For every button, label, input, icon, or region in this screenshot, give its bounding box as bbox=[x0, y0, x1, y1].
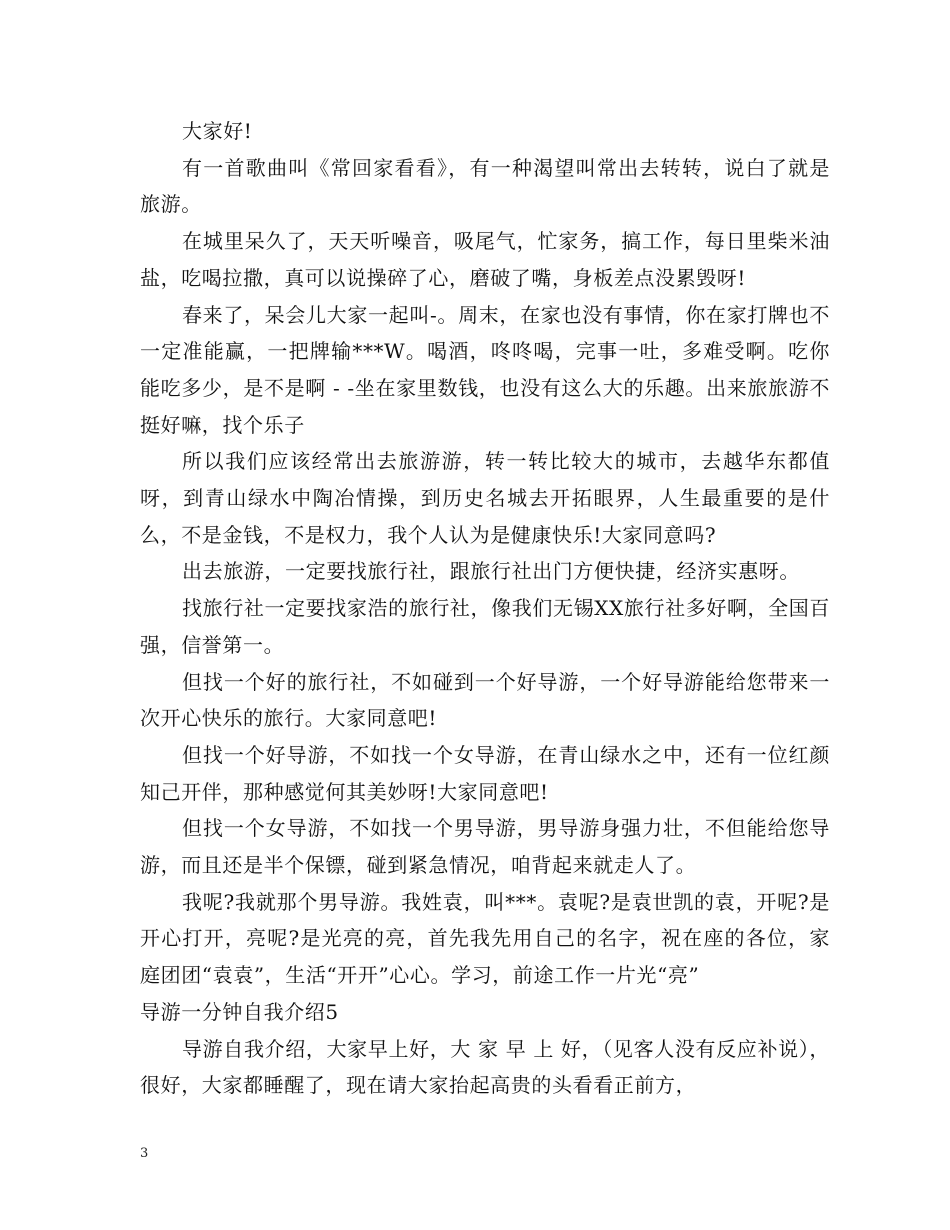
paragraph-song: 有一首歌曲叫《常回家看看》，有一种渴望叫常出去转转，说白了就是旅游。 bbox=[140, 155, 830, 217]
paragraph-travel-agency: 出去旅游，一定要找旅行社，跟旅行社出门方便快捷，经济实惠呀。 bbox=[182, 559, 800, 584]
paragraph-city-life: 在城里呆久了，天天听噪音，吸尾气，忙家务，搞工作，每日里柴米油盐，吃喝拉撒，真可以说操碎了心，磨破了嘴，身板差点没累毁呀! bbox=[140, 229, 830, 290]
paragraph-closing: 导游自我介绍，大家早上好，大 家 早 上 好，（见客人没有反应补说），很好，大家都睡醒了，现在请大家抬起高贵的头看看正前方， bbox=[140, 1036, 830, 1098]
paragraph-female-guide: 但找一个好导游，不如找一个女导游，在青山绿水之中，还有一位红颜知己开伴，那种感觉何其美妙呀!大家同意吧! bbox=[140, 742, 830, 804]
paragraph-spring: 春来了，呆会儿大家一起叫-。周末，在家也没有事情，你在家打牌也不一定准能赢，一把牌输***W。喝酒，咚咚喝，完事一吐，多难受啊。吃你能吃多少，是不是啊 - -坐在家里数钱，也没有这么大的乐趣。出来旅旅游不挺好嘛，找个乐子 bbox=[140, 302, 830, 437]
paragraph-find-agency: 找旅行社一定要找家浩的旅行社，像我们无锡XX旅行社多好啊，全国百强，信誉第一。 bbox=[140, 596, 830, 657]
document-body bbox=[140, 113, 830, 1104]
paragraph-male-guide: 但找一个女导游，不如找一个男导游，男导游身强力壮，不但能给您导游，而且还是半个保镖，碰到紧急情况，咱背起来就走人了。 bbox=[140, 816, 830, 878]
paragraph-travel-often: 所以我们应该经常出去旅游游，转一转比较大的城市，去越华东都值呀，到青山绿水中陶冶情操，到历史名城去开拓眼界，人生最重要的是什么，不是金钱，不是权力，我个人认为是健康快乐!大家同意吗? bbox=[140, 449, 830, 547]
paragraph-good-guide: 但找一个好的旅行社，不如碰到一个好导游，一个好导游能给您带来一次开心快乐的旅行。大家同意吧! bbox=[140, 669, 830, 731]
paragraph-self-intro: 我呢?我就那个男导游。我姓袁，叫***。袁呢?是袁世凯的袁，开呢?是开心打开，亮呢?是光亮的亮，首先我先用自己的名字，祝在座的各位，家庭团团“袁袁”，生活“开开”心心。学习，前途工作一片光“亮” bbox=[140, 889, 830, 988]
section-heading: 导游一分钟自我介绍5 bbox=[140, 999, 339, 1024]
page-number: 3 bbox=[140, 1146, 149, 1161]
paragraph-greeting: 大家好! bbox=[182, 119, 253, 143]
